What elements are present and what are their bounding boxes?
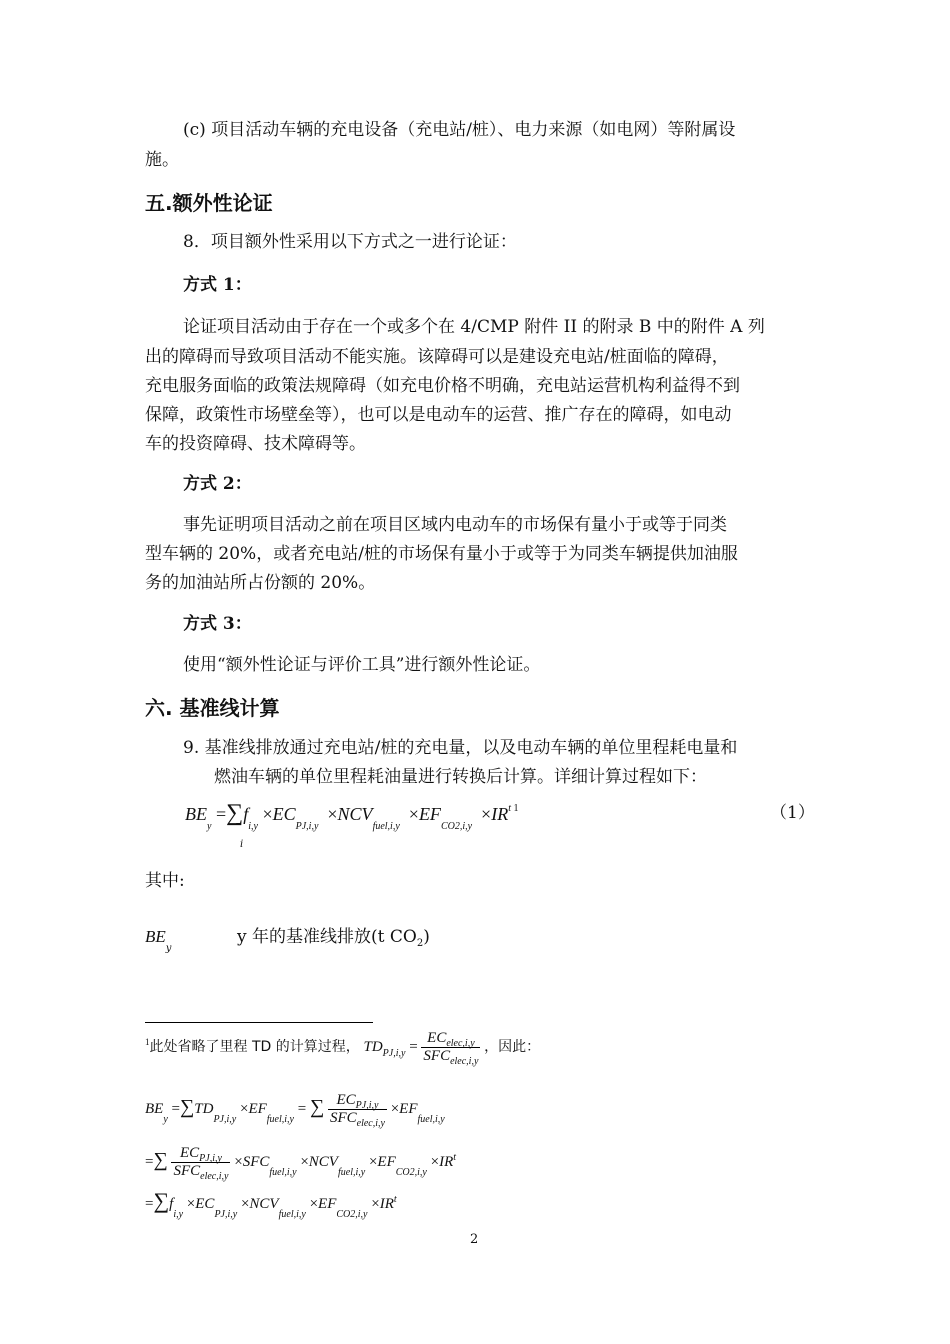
para-8: 8．项目额外性采用以下方式之一进行论证： [183,232,517,252]
para-9-line: 燃油车辆的单位里程耗油量进行转换后计算。详细计算过程如下： [214,767,707,787]
method-1-title: 方式 1： [183,275,252,295]
footnote: $^1$此处省略了里程 TD 的计算过程， $TD_{PJ,i,y}$ = $\frac{EC_{elec,i,y}}{SFC_{elec,i,y}}$ ，因此： [145,1030,541,1067]
heading-additionality: 五.额外性论证 [145,191,273,215]
footnote-rule [145,1022,373,1023]
method-1-line: 车的投资障碍、技术障碍等。 [145,434,366,454]
method-1-line: 出的障碍而导致项目活动不能实施。该障碍可以是建设充电站/桩面临的障碍， [145,347,729,367]
page-number: 2 [470,1232,479,1247]
method-2-line: 务的加油站所占份额的 20%。 [145,573,376,593]
line-c: (c) 项目活动车辆的充电设备（充电站/桩）、电力来源（如电网）等附属设 [183,120,736,140]
method-2-title: 方式 2： [183,474,252,494]
method-1-line: 保障，政策性市场壁垒等），也可以是电动车的运营、推广存在的障碍，如电动 [145,405,732,425]
def-symbol: BE [145,927,166,946]
equation-1: $BE_y =\sum f_{i,y} \times EC_{PJ,i,y} \times NCV_{fuel,i,y} \times EF_{CO2,i,y} \times IR^t$ $^1$ [185,800,519,832]
method-1-line: 论证项目活动由于存在一个或多个在 4/CMP 附件 II 的附录 B 中的附件 A 列 [183,317,765,337]
footnote-eq-line-3: $=\sum f_{i,y} \times EC_{PJ,i,y} \times NCV_{fuel,i,y} \times EF_{CO2,i,y} \times IR^t$ [145,1188,397,1220]
footnote-eq-line-2: =∑ $\frac{EC_{PJ,i,y}}{SFC_{elec,i,y}}$ $\times SFC_{fuel,i,y} \times NCV_{fuel,i,y} \times EF_{CO2,i,y} \times IR^t$ [145,1145,457,1182]
footnote-eq-line-1: $BE_y =\sum TD_{PJ,i,y} \times EF_{fuel,i,y}$ = ∑ $\frac{EC_{PJ,i,y}}{SFC_{elec,i,y}}$ $\times EF_{fuel,i,y}$ [145,1092,445,1129]
method-3-title: 方式 3： [183,614,252,634]
line-c-cont: 施。 [145,150,179,170]
equation-number: （1） [770,803,815,823]
method-2-line: 型车辆的 20%，或者充电站/桩的市场保有量小于或等于为同类车辆提供加油服 [145,544,738,564]
heading-baseline: 六. 基准线计算 [145,696,280,720]
definition-row: $BE_y$ [145,927,172,954]
para-9-line: 9. 基准线排放通过充电站/桩的充电量，以及电动车辆的单位里程耗电量和 [183,738,738,758]
definition-text: y 年的基准线排放(t $CO_2$) [237,927,430,949]
method-2-line: 事先证明项目活动之前在项目区域内电动车的市场保有量小于或等于同类 [183,515,727,535]
where-label: 其中: [145,871,185,891]
method-3-line: 使用“额外性论证与评价工具”进行额外性论证。 [183,655,541,675]
method-1-line: 充电服务面临的政策法规障碍（如充电价格不明确，充电站运营机构利益得不到 [145,376,740,396]
sum-index: i [240,839,244,850]
